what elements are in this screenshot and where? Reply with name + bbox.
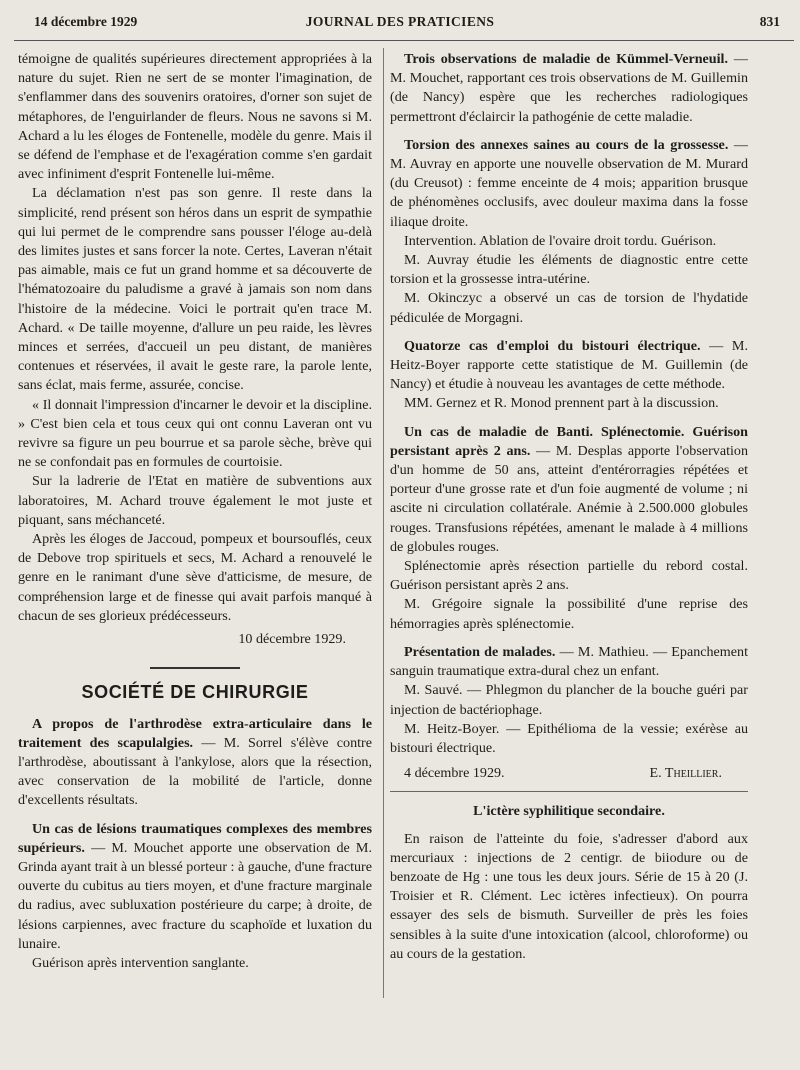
header-rule <box>14 40 794 41</box>
right-column <box>390 50 748 964</box>
running-header <box>0 14 800 38</box>
article-date: 10 décembre 1929. <box>238 631 346 648</box>
signature-date: 4 décembre 1929. <box>404 765 505 782</box>
report-text: — M. Mathieu. — Epanchement sanguin traumatique extra-dural chez un enfant. <box>390 643 748 680</box>
note-title: L'ictère syphilitique secondaire. <box>473 803 665 820</box>
column-divider <box>383 48 384 998</box>
report-text: — M. Sorrel s'élève contre l'arthrodèse, aboutissant à l'ankylose, alors que la résection, avec conservation de la mobilité de l'article, donne d'excellents résultats. <box>18 734 372 809</box>
paragraph: MM. Gernez et R. Monod prennent part à la discussion. <box>404 395 719 412</box>
paragraph: La déclamation n'est pas son genre. Il reste dans la simplicité, rend présent son héros dans un esprit de sympathie qui lui permet de le comprendre sans pousser l'éloge au-delà des limites justes et sans forcer la note. Certes, Laveran n'était pas aimable, mais ce fut un grand homme et sa découverte de l'hématozoaire du paludisme a gravé à jamais son nom dans l'histoire de la médecine. Voici le portrait qu'en trace M. Achard. « De taille moyenne, d'allure un peu raide, les lèvres minces et serrées, d'accueil un peu distant, de manières contenues et réservées, il avait le geste rare, la parole lente, sans éclat, mais ferme, assurée, concise. <box>18 185 372 394</box>
paragraph: témoigne de qualités supérieures directement appropriées à la nature du sujet. Rien ne sert de se monter l'imagination, de s'enflammer dans des souvenirs oratoires, d'orner son sujet de métaphores, de l'enguirlander de fleurs. Nous ne savons si M. Achard a lu les éloges de Fontenelle, modèle du genre. Mais il se défend de l'emphase et de l'exagération comme s'en gardait avec infiniment d'esprit Fontenelle lui-même. <box>18 51 372 183</box>
left-column <box>18 50 372 973</box>
report-title: Torsion des annexes saines au cours de la grossesse. <box>404 136 729 153</box>
report-paragraph <box>390 423 748 557</box>
report-title: A propos de l'arthrodèse extra-articulaire dans le traitement des scapulalgies. <box>18 715 372 751</box>
paragraph: M. Auvray étudie les éléments de diagnostic entre cette torsion et la grossesse intra-utérine. <box>390 252 748 288</box>
paragraph: M. Grégoire signale la possibilité d'une reprise des hémorragies après splénectomie. <box>390 596 748 632</box>
signature-line <box>390 764 748 783</box>
report-title: Présentation de malades. <box>404 643 556 660</box>
paragraph: Sur la ladrerie de l'Etat en matière de subventions aux laboratoires, M. Achard trouve également le mot juste et piquant, sans méchanceté. <box>18 473 372 528</box>
report-paragraph <box>390 136 748 232</box>
journal-title: JOURNAL DES PRATICIENS <box>305 14 495 29</box>
paragraph: Guérison après intervention sanglante. <box>32 954 249 971</box>
report-text: — M. Auvray en apporte une nouvelle observation de M. Murard (du Creusot) : femme enceinte de 4 mois; apparition brusque de phénomènes occlusifs, avec douleur maxima dans la fosse iliaque droite. <box>390 136 748 230</box>
report-paragraph <box>18 820 372 954</box>
section-rule <box>150 667 240 669</box>
page-number: 831 <box>759 14 780 29</box>
report-text: — M. Mouchet apporte une observation de M. Grinda ayant trait à un blessé porteur : à gauche, d'une fracture ouverte du cubitus au tiers moyen, et d'une fracture marginale du radius, avec subluxation postérieure du carpe; à droite, de lésions carpiennes, avec fracture du scaphoïde et luxation du lunaire. <box>18 839 372 952</box>
header-date: 14 décembre 1929 <box>34 14 138 29</box>
report-paragraph <box>390 50 748 127</box>
report-title: Un cas de lésions traumatiques complexes des membres supérieurs. <box>18 820 372 856</box>
paragraph: M. Okinczyc a observé un cas de torsion de l'hydatide pédiculée de Morgagni. <box>390 290 748 326</box>
report-text: — M. Heitz-Boyer rapporte cette statistique de M. Guillemin (de Nancy) et étudie à nouveau les avantages de cette méthode. <box>390 337 748 393</box>
paragraph: Après les éloges de Jaccoud, pompeux et boursouflés, ceux de Debove trop spirituels et secs, M. Achard a renouvelé le genre en le ranimant d'une sève d'atticisme, de mesure, de compréhension large et de finesse qui avait parfois manqué à chacun de ses glorieux prédécesseurs. <box>18 531 372 624</box>
report-title: Quatorze cas d'emploi du bistouri électrique. <box>404 337 701 354</box>
paragraph: M. Sauvé. — Phlegmon du plancher de la bouche guéri par injection de bactériophage. <box>390 682 748 718</box>
report-title: Trois observations de maladie de Kümmel-Verneuil. <box>404 51 728 67</box>
paragraph: Splénectomie après résection partielle du rebord costal. Guérison persistant après 2 ans. <box>390 558 748 594</box>
report-paragraph <box>390 643 748 681</box>
signature-name: E. Theillier. <box>649 765 722 782</box>
report-title: Un cas de maladie de Banti. Splénectomie. Guérison persistant après 2 ans. <box>390 423 748 459</box>
paragraph: « Il donnait l'impression d'incarner le devoir et la discipline. » C'est bien cela et tous ceux qui ont connu Laveran ont vu revivre sa figure un peu bourrue et sa parole sèche, brève qui ne se confondait pas en formules de courtoisie. <box>18 396 372 471</box>
box-rule <box>390 791 748 792</box>
report-text: — M. Mouchet, rapportant ces trois observations de M. Guillemin (de Nancy) espère que les recherches radiologiques permettront d'éclaircir la pathogénie de cette maladie. <box>390 51 748 125</box>
report-text: — M. Desplas apporte l'observation d'un homme de 50 ans, atteint d'entérorragies répétées et porteur d'une grosse rate et d'un foie augmenté de volume ; ni ascite ni circulation collatérale. Anémie à 2.500.000 globules rouges. Transfusions répétées, amenant le malade à 4 millions de globules rouges. <box>390 442 749 555</box>
paragraph: Intervention. Ablation de l'ovaire droit tordu. Guérison. <box>404 232 717 249</box>
report-paragraph <box>18 715 372 811</box>
paragraph: M. Heitz-Boyer. — Epithélioma de la vessie; exérèse au bistouri électrique. <box>390 720 748 756</box>
note-text: En raison de l'atteinte du foie, s'adresser d'abord aux mercuriaux : injections de 2 centigr. de biiodure ou de benzoate de Hg : une tous les deux jours. Série de 15 à 20 (J. Troisier et R. Clément. Lec ictères infectieux). On pourra essayer des sels de bismuth. Surveiller de près les foies sensibles à la suite d'une intoxication (alcool, chloroforme) ou au cours de la gestation. <box>390 830 748 962</box>
therapy-note <box>390 802 748 964</box>
report-paragraph <box>390 337 748 395</box>
section-title: SOCIÉTÉ DE CHIRURGIE <box>81 682 309 703</box>
